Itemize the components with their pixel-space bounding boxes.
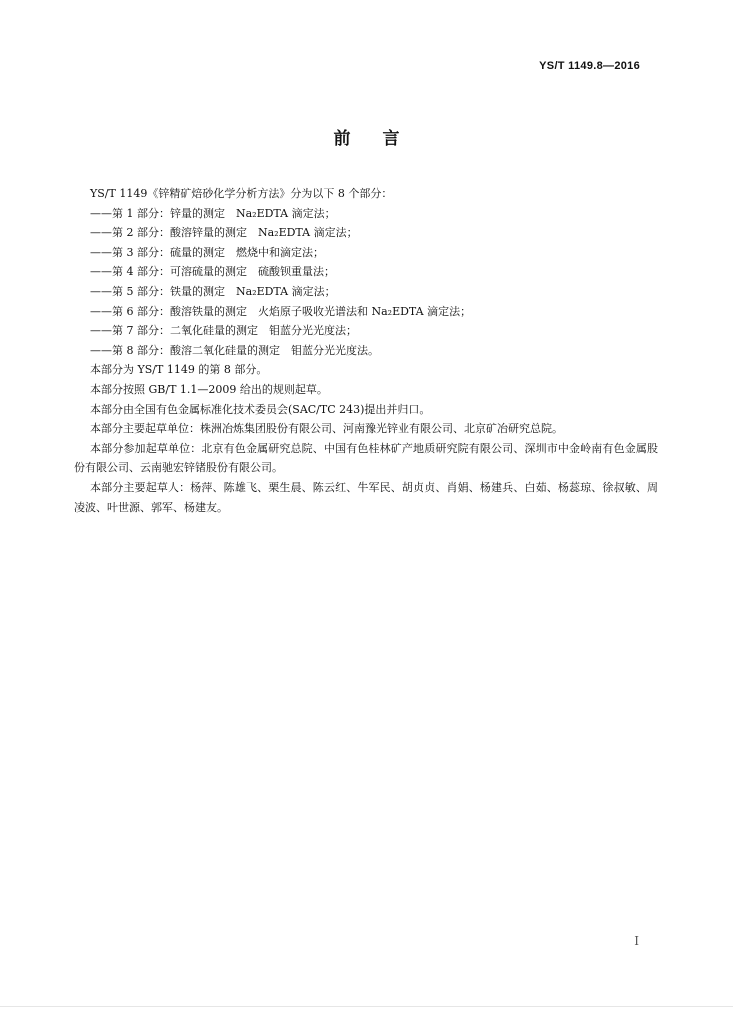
body-paragraph: 本部分主要起草单位：株洲冶炼集团股份有限公司、河南豫光锌业有限公司、北京矿冶研究总院。 bbox=[90, 422, 563, 436]
foreword-body bbox=[74, 184, 658, 517]
body-paragraph: 本部分按照 GB/T 1.1—2009 给出的规则起草。 bbox=[90, 382, 328, 396]
body-paragraph: 本部分主要起草人：杨萍、陈雄飞、栗生晨、陈云红、牛军民、胡贞贞、肖娟、杨建兵、白茹、杨蕊琼、徐叔敏、周凌波、叶世源、郭军、杨建友。 bbox=[74, 480, 658, 514]
intro-paragraph: YS/T 1149《锌精矿焙砂化学分析方法》分为以下 8 个部分： bbox=[90, 187, 393, 200]
list-item: ——第 3 部分：硫量的测定 燃烧中和滴定法； bbox=[90, 245, 324, 259]
list-item: ——第 7 部分：二氧化硅量的测定 钼蓝分光光度法； bbox=[90, 324, 357, 338]
body-paragraph: 本部分参加起草单位：北京有色金属研究总院、中国有色桂林矿产地质研究院有限公司、深圳市中金岭南有色金属股份有限公司、云南驰宏锌锗股份有限公司。 bbox=[74, 441, 658, 475]
page-number: I bbox=[634, 934, 639, 948]
list-item: ——第 8 部分：酸溶二氧化硅量的测定 钼蓝分光光度法。 bbox=[90, 343, 379, 357]
list-item: ——第 4 部分：可溶硫量的测定 硫酸钡重量法； bbox=[90, 265, 335, 279]
body-paragraph: 本部分由全国有色金属标准化技术委员会(SAC/TC 243)提出并归口。 bbox=[90, 402, 431, 416]
list-item: ——第 1 部分：锌量的测定 Na₂EDTA 滴定法； bbox=[90, 206, 336, 220]
standard-code: YS/T 1149.8—2016 bbox=[539, 60, 640, 72]
page-title: 前言 bbox=[333, 129, 432, 149]
list-item: ——第 5 部分：铁量的测定 Na₂EDTA 滴定法； bbox=[90, 284, 336, 298]
scan-edge-divider bbox=[0, 1006, 733, 1007]
list-item: ——第 6 部分：酸溶铁量的测定 火焰原子吸收光谱法和 Na₂EDTA 滴定法； bbox=[90, 304, 472, 318]
body-paragraph: 本部分为 YS/T 1149 的第 8 部分。 bbox=[90, 363, 268, 377]
list-item: ——第 2 部分：酸溶锌量的测定 Na₂EDTA 滴定法； bbox=[90, 226, 358, 240]
